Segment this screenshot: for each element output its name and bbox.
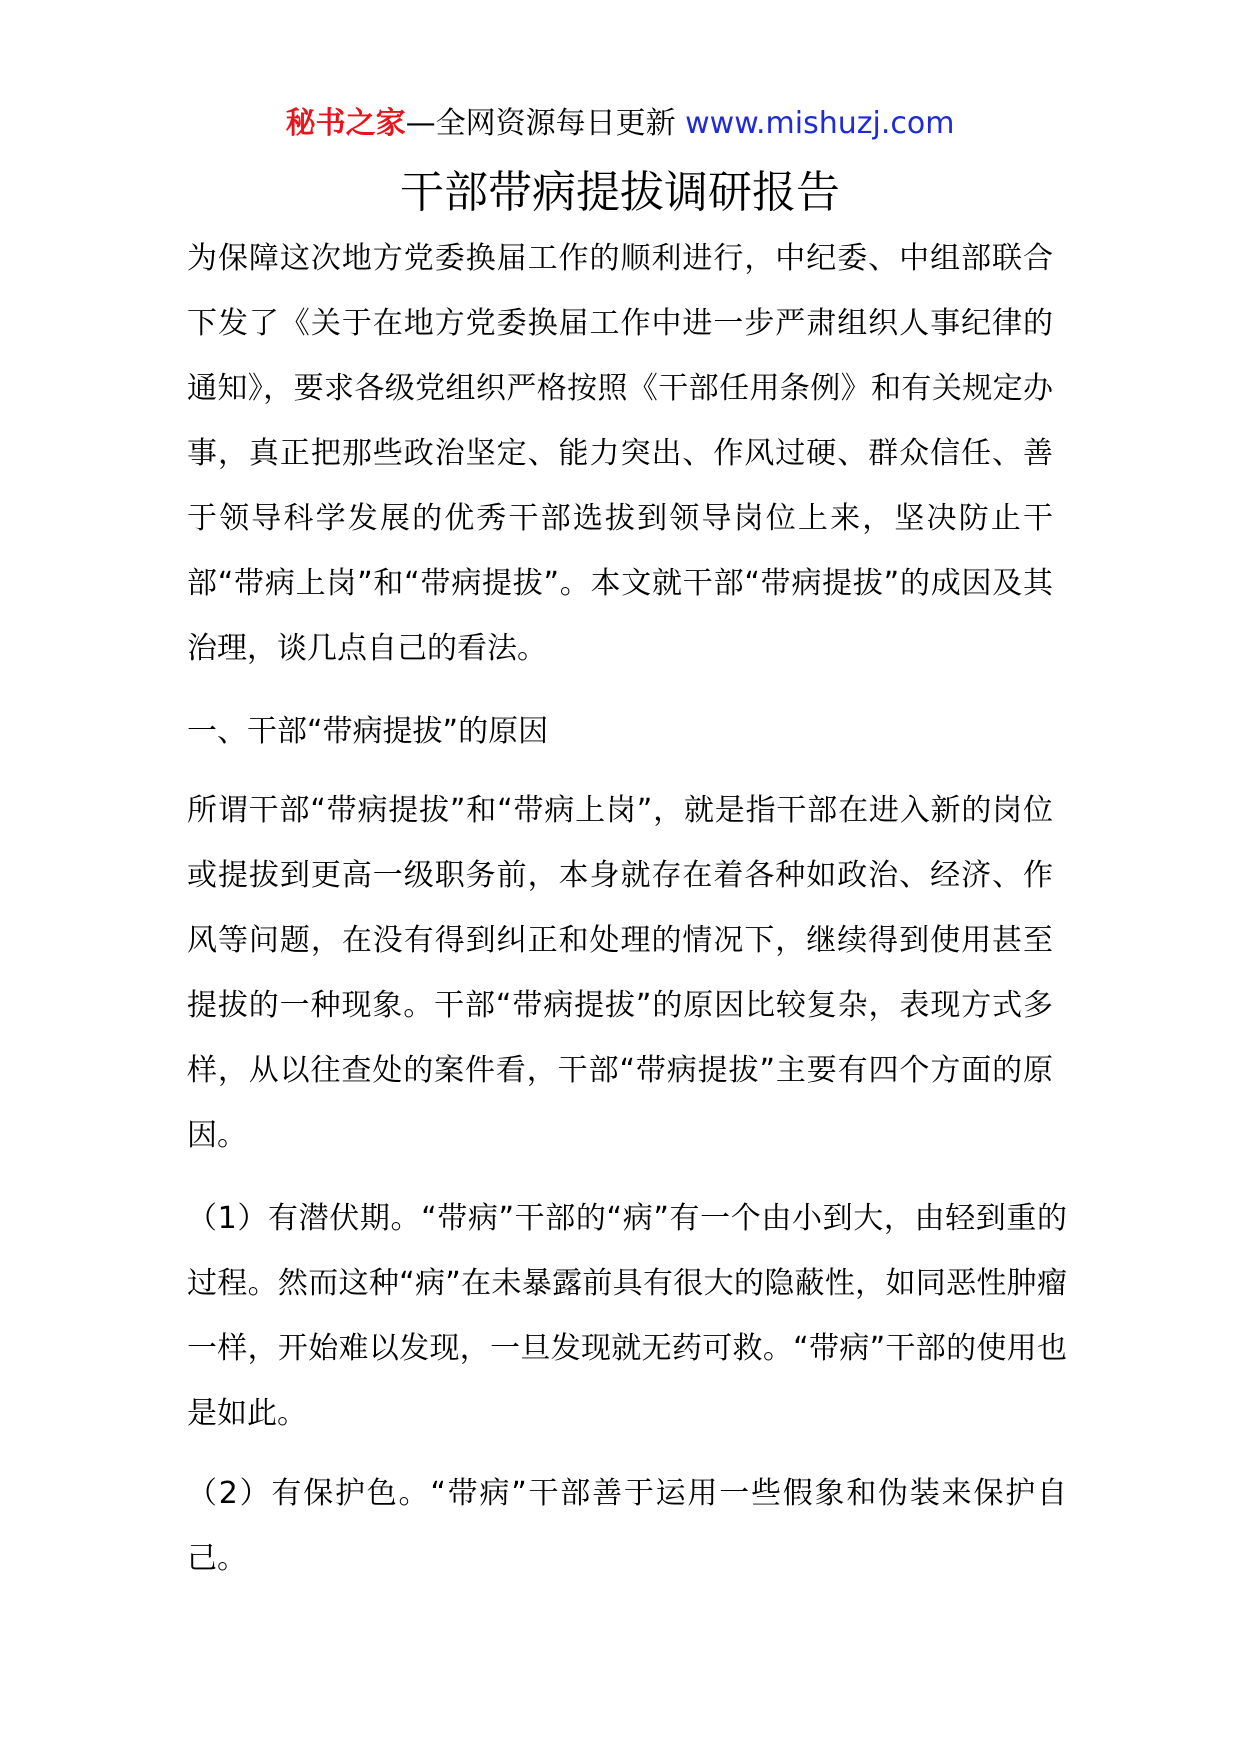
site-header — [0, 102, 1240, 146]
site-url-link[interactable]: www.mishuzj.com — [685, 106, 955, 141]
site-brand: 秘书之家 — [285, 106, 406, 141]
site-tagline: —全网资源每日更新 — [405, 106, 676, 141]
paragraph-point-2: （2）有保护色。“带病”干部善于运用一些假象和伪装来保护自己。 — [187, 1476, 1067, 1576]
paragraph-point-1: （1）有潜伏期。“带病”干部的“病”有一个由小到大，由轻到重的过程。然而这种“病”在未暴露前具有很大的隐蔽性，如同恶性肿瘤一样，开始难以发现，一旦发现就无药可救。“带病”干部的使用也是如此。 — [187, 1201, 1067, 1431]
document-title: 干部带病提拔调研报告 — [400, 167, 840, 218]
section-heading: 一、干部“带病提拔”的原因 — [187, 714, 549, 749]
paragraph-definition: 所谓干部“带病提拔”和“带病上岗”，就是指干部在进入新的岗位或提拔到更高一级职务前，本身就存在着各种如政治、经济、作风等问题，在没有得到纠正和处理的情况下，继续得到使用甚至提拔的一种现象。干部“带病提拔”的原因比较复杂，表现方式多样，从以往查处的案件看，干部“带病提拔”主要有四个方面的原因。 — [187, 793, 1053, 1153]
paragraph-intro: 为保障这次地方党委换届工作的顺利进行，中纪委、中组部联合下发了《关于在地方党委换届工作中进一步严肃组织人事纪律的通知》，要求各级党组织严格按照《干部任用条例》和有关规定办事，真正把那些政治坚定、能力突出、作风过硬、群众信任、善于领导科学发展的优秀干部选拔到领导岗位上来，坚决防止干部“带病上岗”和“带病提拔”。本文就干部“带病提拔”的成因及其治理，谈几点自己的看法。 — [187, 241, 1053, 666]
